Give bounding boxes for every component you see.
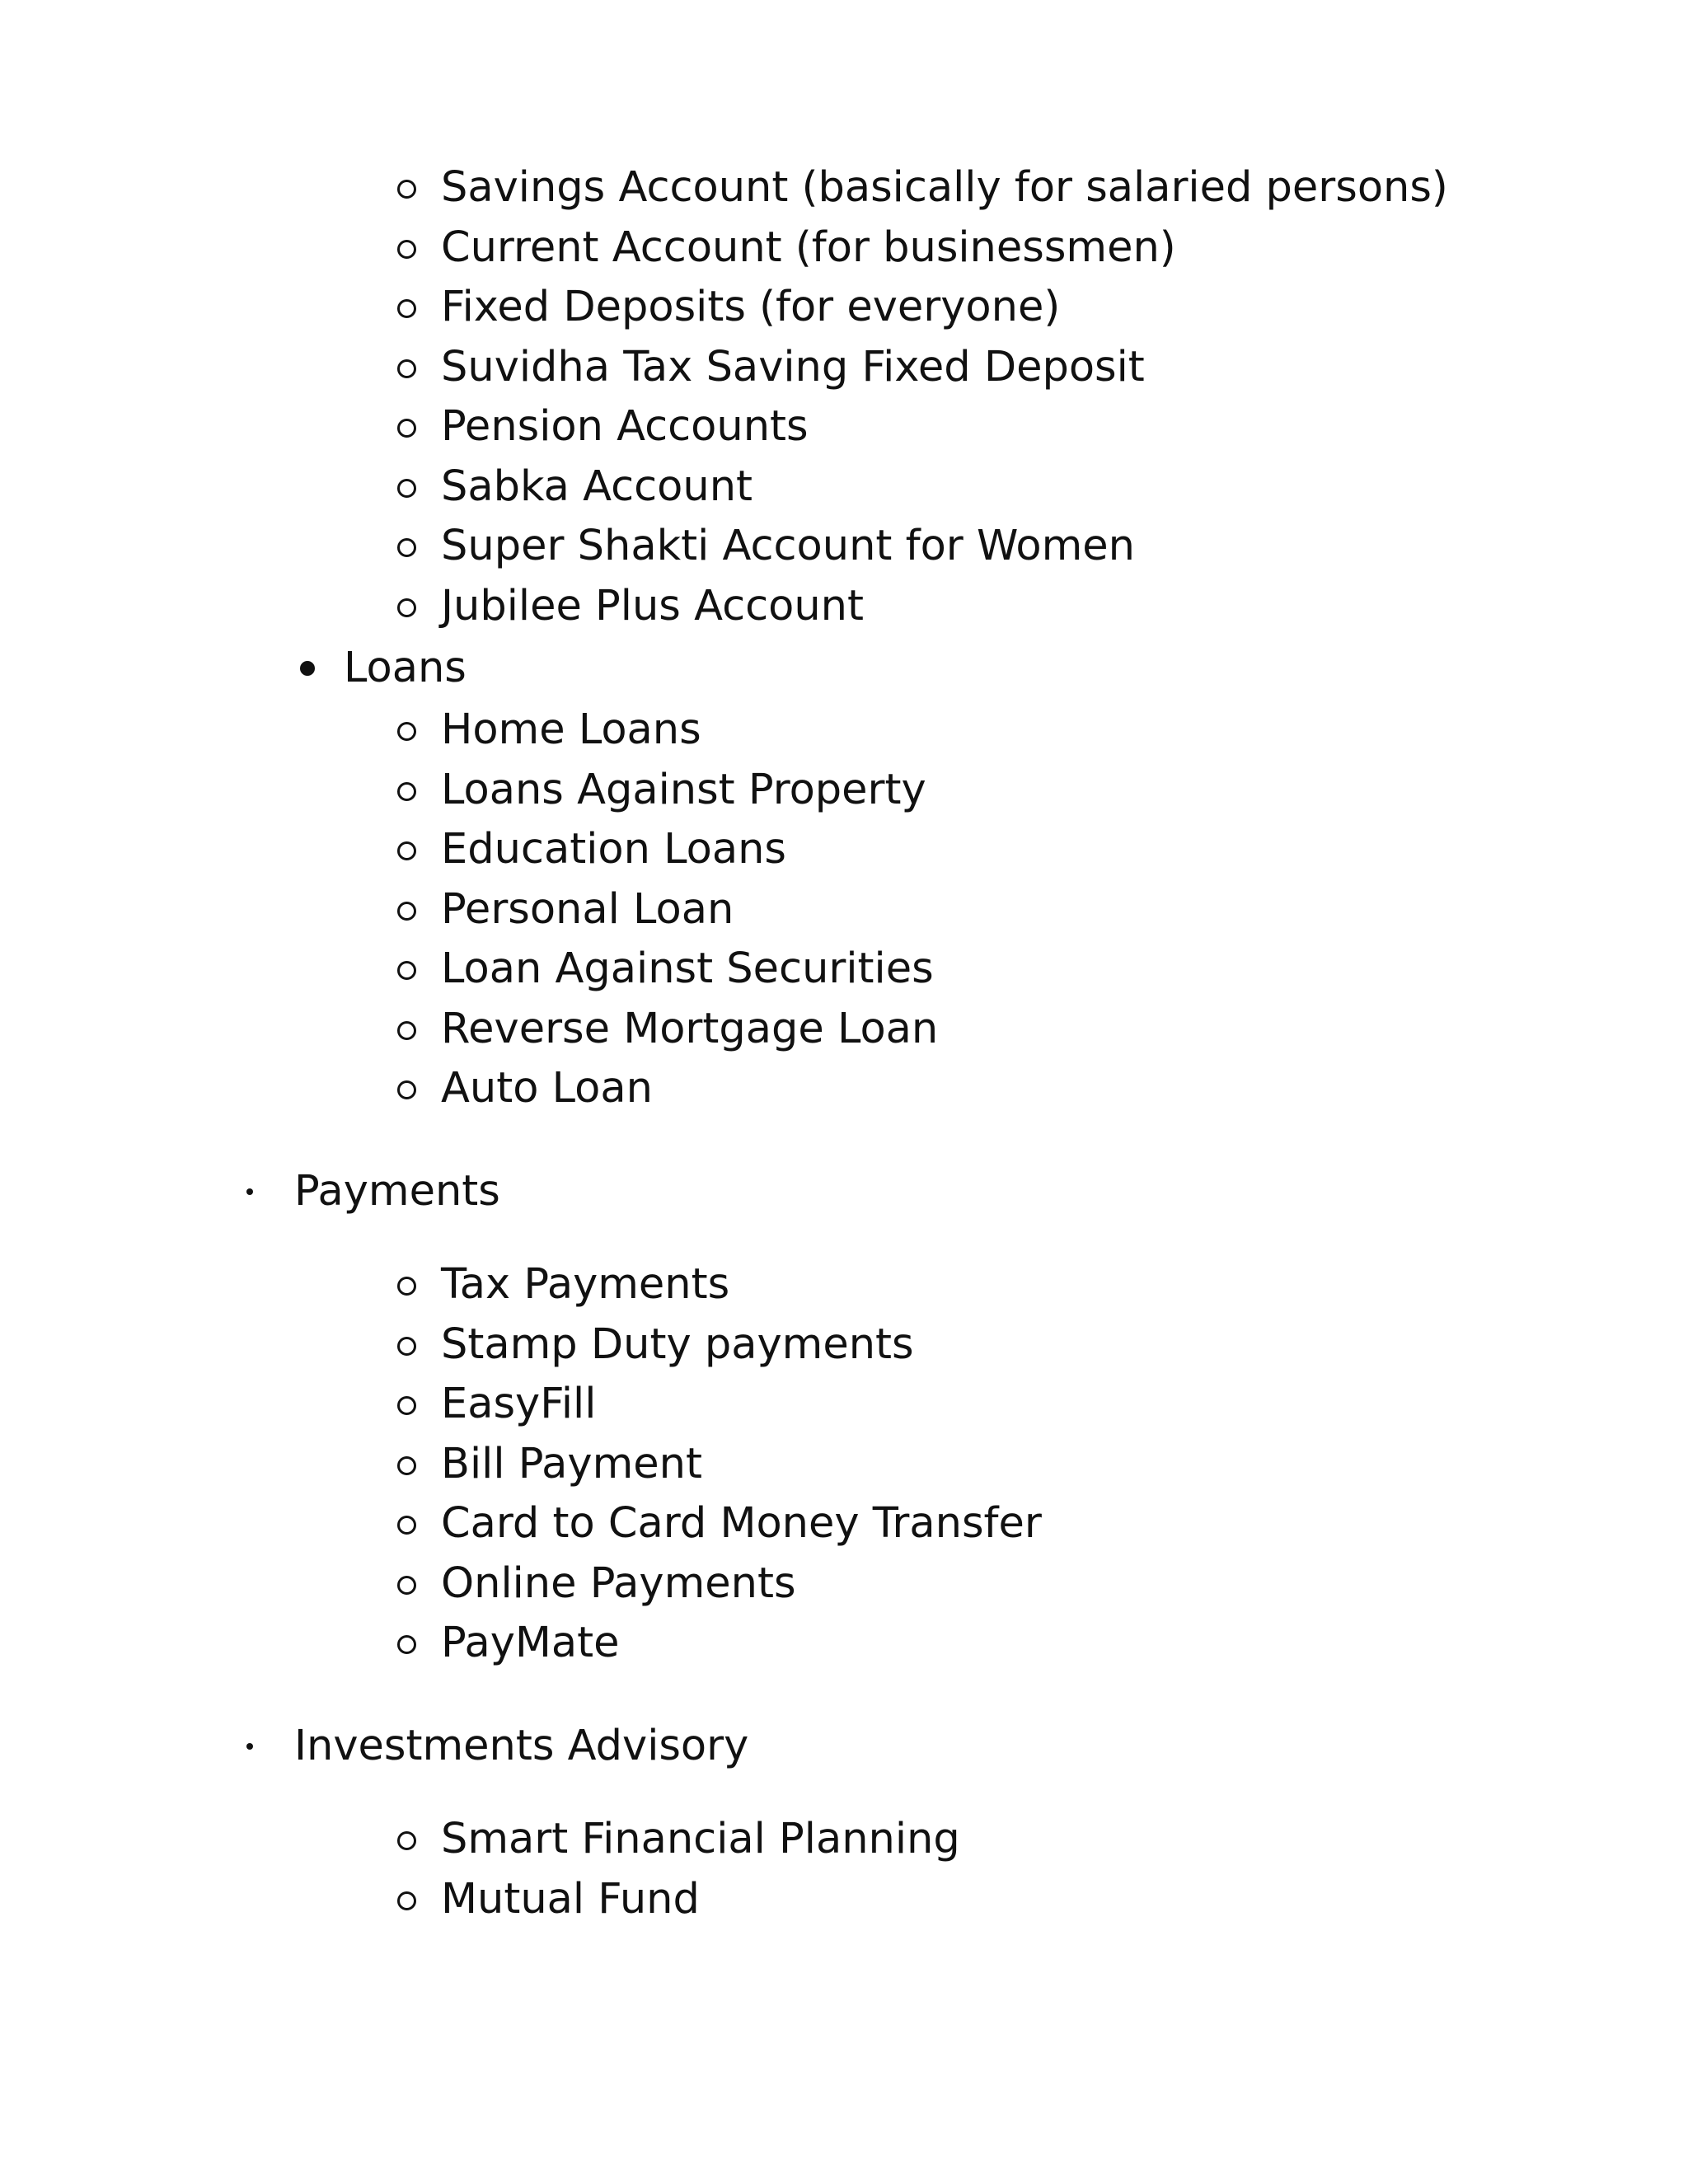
circle-bullet-icon: [397, 1891, 416, 1910]
circle-bullet-icon: [397, 961, 416, 980]
circle-bullet-icon: [397, 1080, 416, 1099]
circle-bullet-icon: [397, 1021, 416, 1040]
circle-bullet-icon: [397, 180, 416, 199]
section-heading-loans: Loans: [344, 644, 467, 692]
list-item: Jubilee Plus Account: [441, 582, 864, 630]
circle-bullet-icon: [397, 598, 416, 617]
list-item: Auto Loan: [441, 1064, 653, 1113]
circle-bullet-icon: [397, 1516, 416, 1535]
list-item: Smart Financial Planning: [441, 1815, 960, 1863]
circle-bullet-icon: [397, 299, 416, 318]
circle-bullet-icon: [397, 902, 416, 921]
list-item: Bill Payment: [441, 1440, 702, 1488]
list-item: Super Shakti Account for Women: [441, 522, 1135, 570]
circle-bullet-icon: [397, 841, 416, 860]
list-item: Fixed Deposits (for everyone): [441, 283, 1061, 331]
circle-bullet-icon: [397, 1635, 416, 1654]
circle-bullet-icon: [397, 359, 416, 378]
list-item: Mutual Fund: [441, 1875, 700, 1924]
list-item: Online Payments: [441, 1559, 796, 1608]
circle-bullet-icon: [397, 538, 416, 557]
list-item: Loans Against Property: [441, 766, 926, 814]
filled-bullet-icon: [300, 661, 315, 676]
circle-bullet-icon: [397, 1277, 416, 1296]
circle-bullet-icon: [397, 419, 416, 438]
list-item: Savings Account (basically for salaried persons): [441, 163, 1448, 212]
section-heading-payments: Payments: [294, 1167, 500, 1216]
circle-bullet-icon: [397, 1831, 416, 1850]
list-item: Tax Payments: [441, 1260, 730, 1309]
list-item: PayMate: [441, 1619, 620, 1667]
circle-bullet-icon: [397, 1576, 416, 1595]
circle-bullet-icon: [397, 1337, 416, 1356]
list-item: EasyFill: [441, 1380, 597, 1428]
circle-bullet-icon: [397, 1396, 416, 1415]
list-item: Sabka Account: [441, 462, 753, 511]
list-item: Education Loans: [441, 825, 786, 874]
list-item: Pension Accounts: [441, 402, 809, 451]
circle-bullet-icon: [397, 479, 416, 498]
circle-bullet-icon: [397, 722, 416, 741]
circle-bullet-icon: [397, 782, 416, 801]
small-bullet-icon: [246, 1743, 253, 1750]
list-item: Home Loans: [441, 705, 701, 754]
list-item: Stamp Duty payments: [441, 1320, 914, 1369]
section-heading-investments: Investments Advisory: [294, 1722, 749, 1770]
list-item: Current Account (for businessmen): [441, 223, 1176, 272]
list-item: Reverse Mortgage Loan: [441, 1005, 939, 1053]
list-item: Suvidha Tax Saving Fixed Deposit: [441, 343, 1145, 391]
circle-bullet-icon: [397, 240, 416, 259]
small-bullet-icon: [246, 1188, 253, 1195]
circle-bullet-icon: [397, 1456, 416, 1475]
list-item: Card to Card Money Transfer: [441, 1499, 1042, 1548]
list-item: Personal Loan: [441, 885, 734, 934]
list-item: Loan Against Securities: [441, 944, 934, 993]
